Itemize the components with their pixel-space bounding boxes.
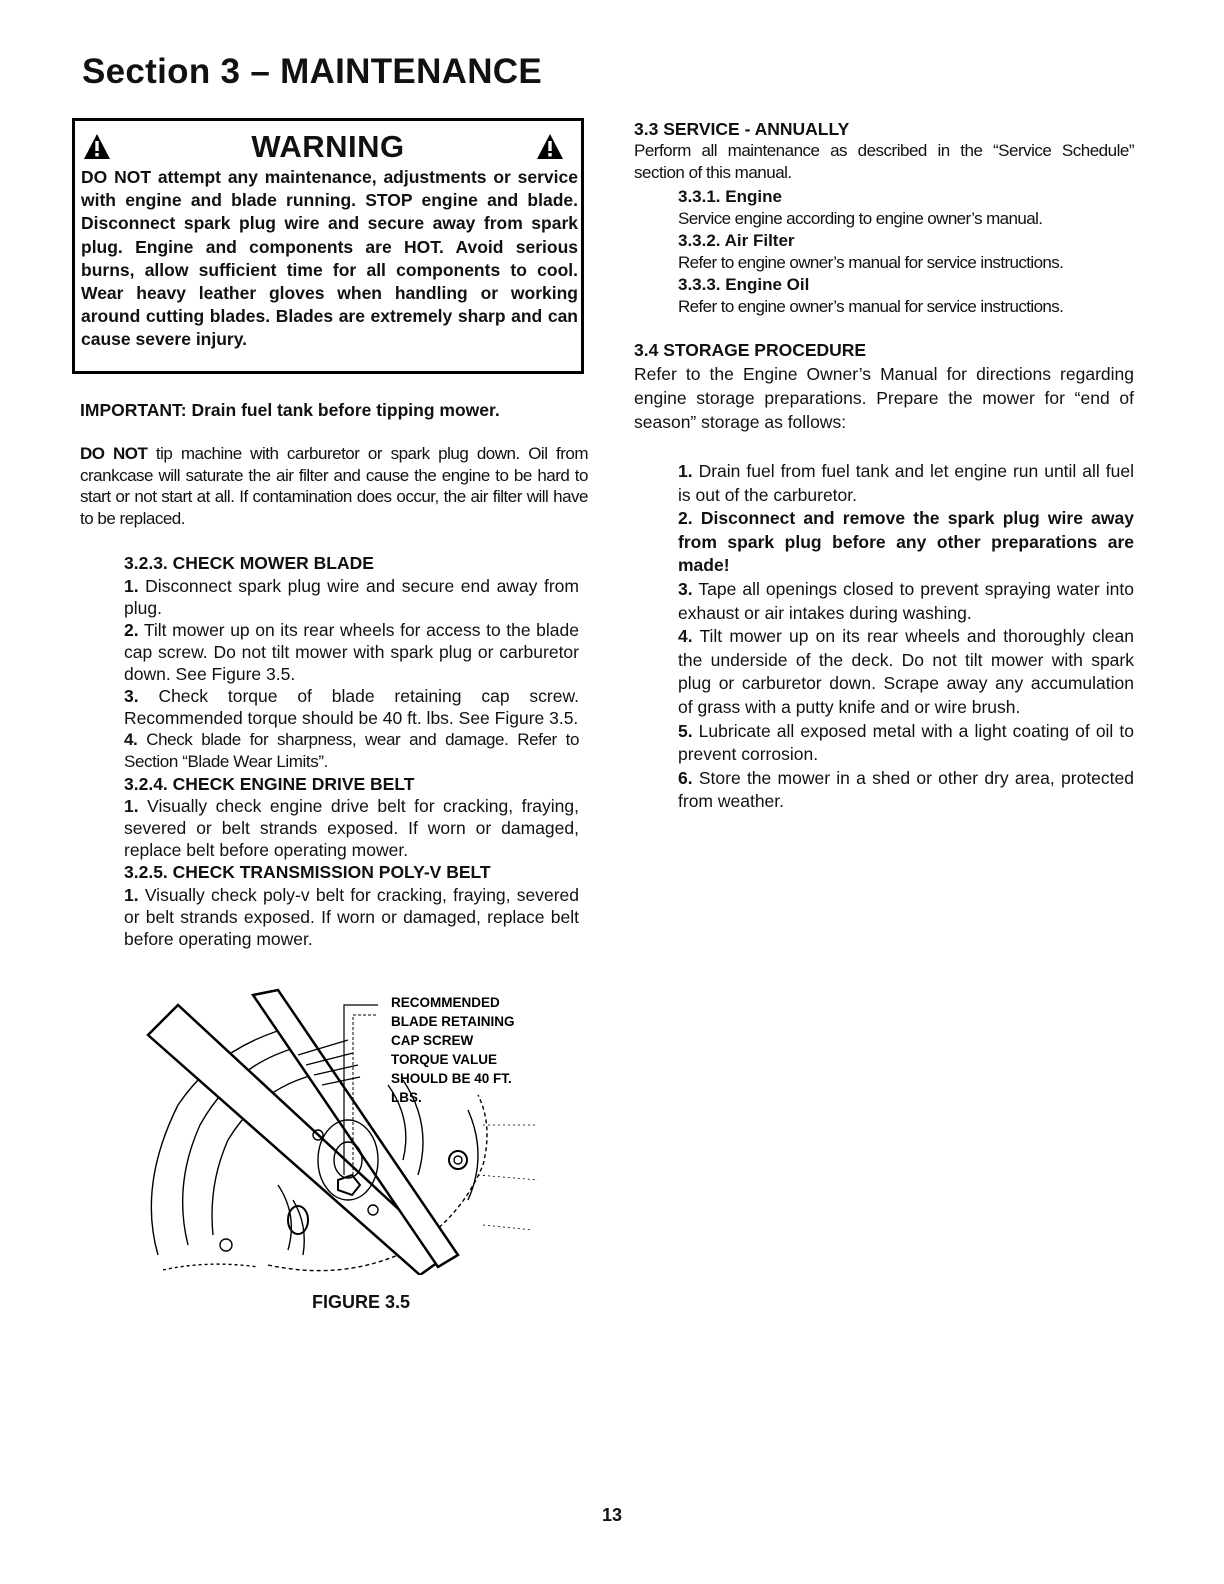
mower-deck-drawing	[148, 990, 538, 1275]
subsection-heading: 3.3.3. Engine Oil	[678, 275, 810, 294]
list-item: 3. Tape all openings closed to prevent spraying water into exhaust or air intakes during washing.	[678, 578, 1134, 623]
callout-line: SHOULD BE 40 FT.	[391, 1071, 512, 1086]
step-item: 3. Check torque of blade retaining cap screw. Recommended torque should be 40 ft. lbs. See Figure 3.5.	[124, 685, 579, 728]
warning-text: DO NOT attempt any maintenance, adjustments or service with engine and blade running. STOP engine and blade. Disconnect spark plug wire and secure away from spark plug. Engine and components are HOT. Avoid serious burns, allow sufficient time for all components to cool. Wear heavy leather gloves when handling or working around cutting blades. Blades are extremely sharp and can cause severe injury.	[81, 167, 578, 350]
callout-line: TORQUE VALUE	[391, 1052, 498, 1067]
section-heading-3-2-3: 3.2.3. CHECK MOWER BLADE	[124, 553, 374, 573]
important-note: IMPORTANT: Drain fuel tank before tipping mower.	[80, 400, 500, 420]
right-column	[634, 119, 1134, 434]
warning-box	[72, 118, 584, 374]
caution-body: tip machine with carburetor or spark plug down. Oil from crankcase will saturate the air filter and cause the engine to be hard to start or not start at all. If contamination does occur, the air filter will have to be replaced.	[80, 444, 588, 528]
section-heading-3-4: 3.4 STORAGE PROCEDURE	[634, 340, 867, 360]
list-item: 1. Drain fuel from fuel tank and let engine run until all fuel is out of the carburetor.	[678, 461, 1134, 505]
step-item: 1. Visually check engine drive belt for cracking, fraying, severed or belt strands exposed. If worn or damaged, replace belt before operating mower.	[124, 796, 579, 860]
storage-steps-list	[678, 460, 1134, 814]
callout-line: CAP SCREW	[391, 1033, 474, 1048]
subsection-heading: 3.3.1. Engine	[678, 187, 782, 206]
subsection-text: Refer to engine owner’s manual for service instructions.	[678, 297, 1064, 316]
storage-intro-text: Refer to the Engine Owner’s Manual for directions regarding engine storage preparations. Prepare the mower for “end of season” storage as follows:	[634, 364, 1134, 432]
warning-header	[75, 127, 581, 167]
step-item: 1. Disconnect spark plug wire and secure end away from plug.	[124, 575, 579, 618]
list-item: 6. Store the mower in a shed or other dry area, protected from weather.	[678, 767, 1134, 812]
section-heading-3-2-5: 3.2.5. CHECK TRANSMISSION POLY-V BELT	[124, 862, 491, 882]
callout-line: RECOMMENDED	[391, 995, 500, 1010]
caution-lead: DO NOT	[80, 444, 148, 463]
tipping-caution-paragraph	[80, 443, 588, 529]
step-item: 2. Tilt mower up on its rear wheels for access to the blade cap screw. Do not tilt mower with spark plug or carburetor down. See Figure 3.5.	[124, 619, 579, 684]
subsection-engine	[678, 186, 1134, 318]
service-annually-text: Perform all maintenance as described in the “Service Schedule” section of this manual.	[634, 141, 1134, 182]
page-number: 13	[601, 1505, 623, 1525]
figure-blade-illustration	[138, 985, 548, 1275]
subsection-text: Service engine according to engine owner’s manual.	[678, 209, 1043, 228]
list-item: 5. Lubricate all exposed metal with a light coating of oil to prevent corrosion.	[678, 720, 1134, 765]
figure-caption: FIGURE 3.5	[312, 1292, 411, 1312]
page-title: Section 3 – MAINTENANCE	[82, 52, 543, 91]
warning-title: WARNING	[251, 129, 405, 164]
left-step-sections	[124, 552, 579, 950]
section-heading-3-2-4: 3.2.4. CHECK ENGINE DRIVE BELT	[124, 773, 415, 794]
step-item: 1. Visually check poly-v belt for cracking, fraying, severed or belt strands exposed. If worn or damaged, replace belt before operating mower.	[124, 884, 579, 949]
section-heading-3-3: 3.3 SERVICE - ANNUALLY	[634, 119, 850, 139]
subsection-text: Refer to engine owner’s manual for service instructions.	[678, 253, 1064, 272]
list-item: 2. Disconnect and remove the spark plug wire away from spark plug before any other preparations are made!	[678, 508, 1134, 576]
callout-line: LBS.	[391, 1090, 422, 1105]
callout-line: BLADE RETAINING	[391, 1014, 515, 1029]
warning-triangle-icon	[536, 133, 564, 161]
subsection-heading: 3.3.2. Air Filter	[678, 231, 795, 250]
list-item: 4. Tilt mower up on its rear wheels and thoroughly clean the underside of the deck. Do not tilt mower with spark plug or carburetor down. Scrape away any accumulation of grass with a putty knife and or wire brush.	[678, 626, 1134, 717]
step-item: 4. Check blade for sharpness, wear and damage. Refer to Section “Blade Wear Limits”.	[124, 729, 579, 771]
figure-callout	[391, 995, 515, 1105]
